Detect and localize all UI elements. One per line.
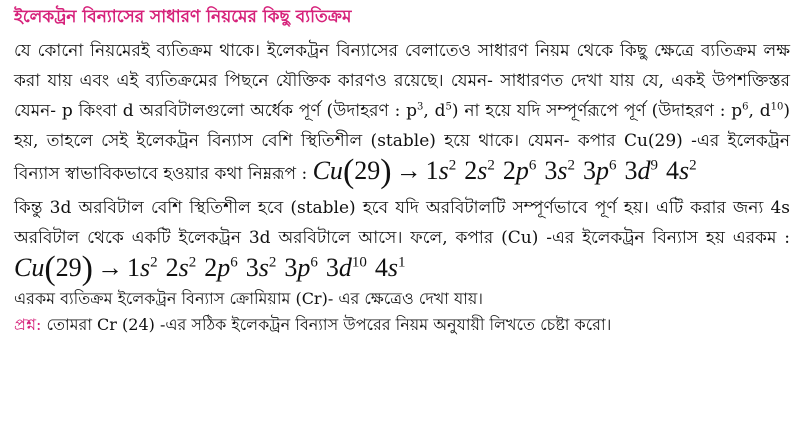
orbital-subshell: p: [217, 253, 231, 282]
intro-sup-d: 10: [770, 101, 784, 113]
equation-actual-configuration: [14, 250, 406, 287]
paragraph-intro: [14, 36, 790, 189]
equation-expected-configuration: [312, 153, 697, 190]
atomic-number: 29: [354, 156, 381, 185]
orbital-shell: 3: [325, 253, 339, 282]
orbital-electrons: 2: [567, 157, 575, 174]
orbital-subshell: d: [637, 156, 651, 185]
orbital-shell: 3: [582, 156, 596, 185]
orbital-term: [544, 156, 575, 185]
intro-sup-b: 5: [445, 101, 452, 113]
orbital-electrons: 2: [448, 157, 457, 174]
orbital-electrons: 2: [188, 254, 197, 271]
orbital-shell: 3: [245, 253, 259, 282]
orbital-subshell: s: [678, 156, 690, 185]
orbital-shell: 1: [127, 253, 140, 282]
orbital-term: [284, 253, 318, 282]
intro-sup-a: 3: [417, 101, 424, 113]
paren-open: (: [44, 250, 56, 287]
orbital-term: [624, 156, 658, 185]
orbital-electrons: 6: [528, 157, 537, 174]
orbital-electrons: 6: [310, 254, 318, 271]
paragraph-chromium-note: এরকম ব্যতিক্রম ইলেকট্রন বিন্যাস ক্রোমিয়াম (Cr)- এর ক্ষেত্রেও দেখা যায়।: [14, 289, 484, 308]
orbital-shell: 3: [624, 156, 638, 185]
orbital-term: [583, 156, 617, 185]
intro-text-d: , d: [748, 101, 771, 121]
orbital-electrons: 6: [230, 254, 238, 271]
intro-text-b: , d: [423, 101, 446, 121]
orbital-term: [246, 253, 277, 282]
orbital-term: [464, 156, 495, 185]
paragraph-actual: [14, 193, 790, 286]
orbital-shell: 2: [502, 156, 516, 185]
paren-close: ): [380, 153, 392, 190]
arrow-icon: →: [97, 253, 123, 282]
orbital-subshell: p: [297, 253, 311, 282]
intro-text-a: যে কোনো নিয়মেরই ব্যতিক্রম থাকে। ইলেকট্রন বিন্যাসের বেলাতেও সাধারণ নিয়ম থেকে কিছু ক্ষেত্রে ব্যতিক্রম লক্ষ করা যায় এবং এই ব্যতিক্রমের পিছনে যৌক্তিক কারণও রয়েছে। যেমন- সাধারণত দেখা যায় যে, একই উপশক্তিস্তর যেমন- p কিংবা d অরবিটালগুলো অর্ধেক পূর্ণ (উদাহরণ : p: [14, 41, 790, 121]
intro-sup-c: 6: [742, 101, 749, 113]
orbital-electrons: 2: [487, 157, 495, 174]
orbital-shell: 2: [204, 253, 218, 282]
orbital-subshell: d: [338, 253, 352, 282]
orbital-subshell: s: [140, 253, 151, 282]
orbital-electrons: 10: [351, 254, 367, 271]
intro-text-e: ) হয়, তাহলে সেই ইলেকট্রন বিন্যাস বেশি স্থিতিশীল (stable) হয়ে থাকে। যেমন- কপার Cu(29) -এর ইলেকট্রন বিন্যাস স্বাভাবিকভাবে হওয়ার কথা নিম্নরূপ :: [14, 101, 790, 184]
orbital-term: [204, 253, 238, 282]
orbital-shell: 3: [544, 156, 558, 185]
paren-open: (: [342, 153, 355, 190]
orbital-electrons: 2: [268, 254, 277, 271]
orbital-term: [166, 253, 197, 282]
orbital-shell: 3: [284, 253, 298, 282]
orbital-term: [426, 156, 457, 185]
element-symbol: Cu: [312, 156, 343, 185]
orbital-subshell: s: [258, 253, 269, 282]
orbital-subshell: p: [515, 156, 529, 185]
orbital-term: [666, 156, 697, 185]
orbital-shell: 1: [425, 156, 439, 185]
orbital-shell: 2: [464, 156, 478, 185]
orbital-subshell: s: [387, 253, 398, 282]
question-label: প্রশ্ন:: [14, 315, 42, 334]
actual-text: কিন্তু 3d অরবিটাল বেশি স্থিতিশীল হবে (stable) হবে যদি অরবিটালটি সম্পূর্ণভাবে পূর্ণ হয়। এটি করার জন্য 4s অরবিটাল থেকে একটি ইলেকট্রন 3d অরবিটালে আসে। ফলে, কপার (Cu) -এর ইলেকট্রন বিন্যাস হয় এরকম :: [14, 198, 790, 248]
orbital-electrons: 2: [689, 157, 697, 174]
section-heading: ইলেকট্রন বিন্যাসের সাধারণ নিয়মের কিছু ব্যতিক্রম: [14, 7, 352, 27]
orbital-term: [375, 253, 406, 282]
orbital-subshell: s: [477, 156, 488, 185]
intro-text-c: ) না হয়ে যদি সম্পূর্ণরূপে পূর্ণ (উদাহরণ : p: [451, 101, 743, 121]
atomic-number: 29: [55, 253, 82, 282]
orbital-term: [503, 156, 537, 185]
arrow-icon: →: [395, 156, 422, 185]
orbital-subshell: p: [595, 156, 609, 185]
orbital-shell: 4: [374, 253, 388, 282]
element-symbol: Cu: [14, 253, 45, 282]
question-text: তোমরা Cr (24) -এর সঠিক ইলেকট্রন বিন্যাস উপরের নিয়ম অনুযায়ী লিখতে চেষ্টা করো।: [46, 315, 612, 334]
orbital-shell: 2: [165, 253, 179, 282]
orbital-electrons: 9: [650, 157, 658, 174]
orbital-electrons: 2: [150, 254, 158, 271]
orbital-electrons: 1: [398, 254, 406, 271]
orbital-term: [127, 253, 158, 282]
orbital-subshell: s: [438, 156, 449, 185]
paren-close: ): [81, 250, 93, 287]
question-line: [14, 312, 790, 338]
orbital-electrons: 6: [608, 157, 617, 174]
orbital-subshell: s: [557, 156, 568, 185]
orbital-subshell: s: [178, 253, 189, 282]
orbital-term: [326, 253, 367, 282]
orbital-shell: 4: [665, 156, 679, 185]
